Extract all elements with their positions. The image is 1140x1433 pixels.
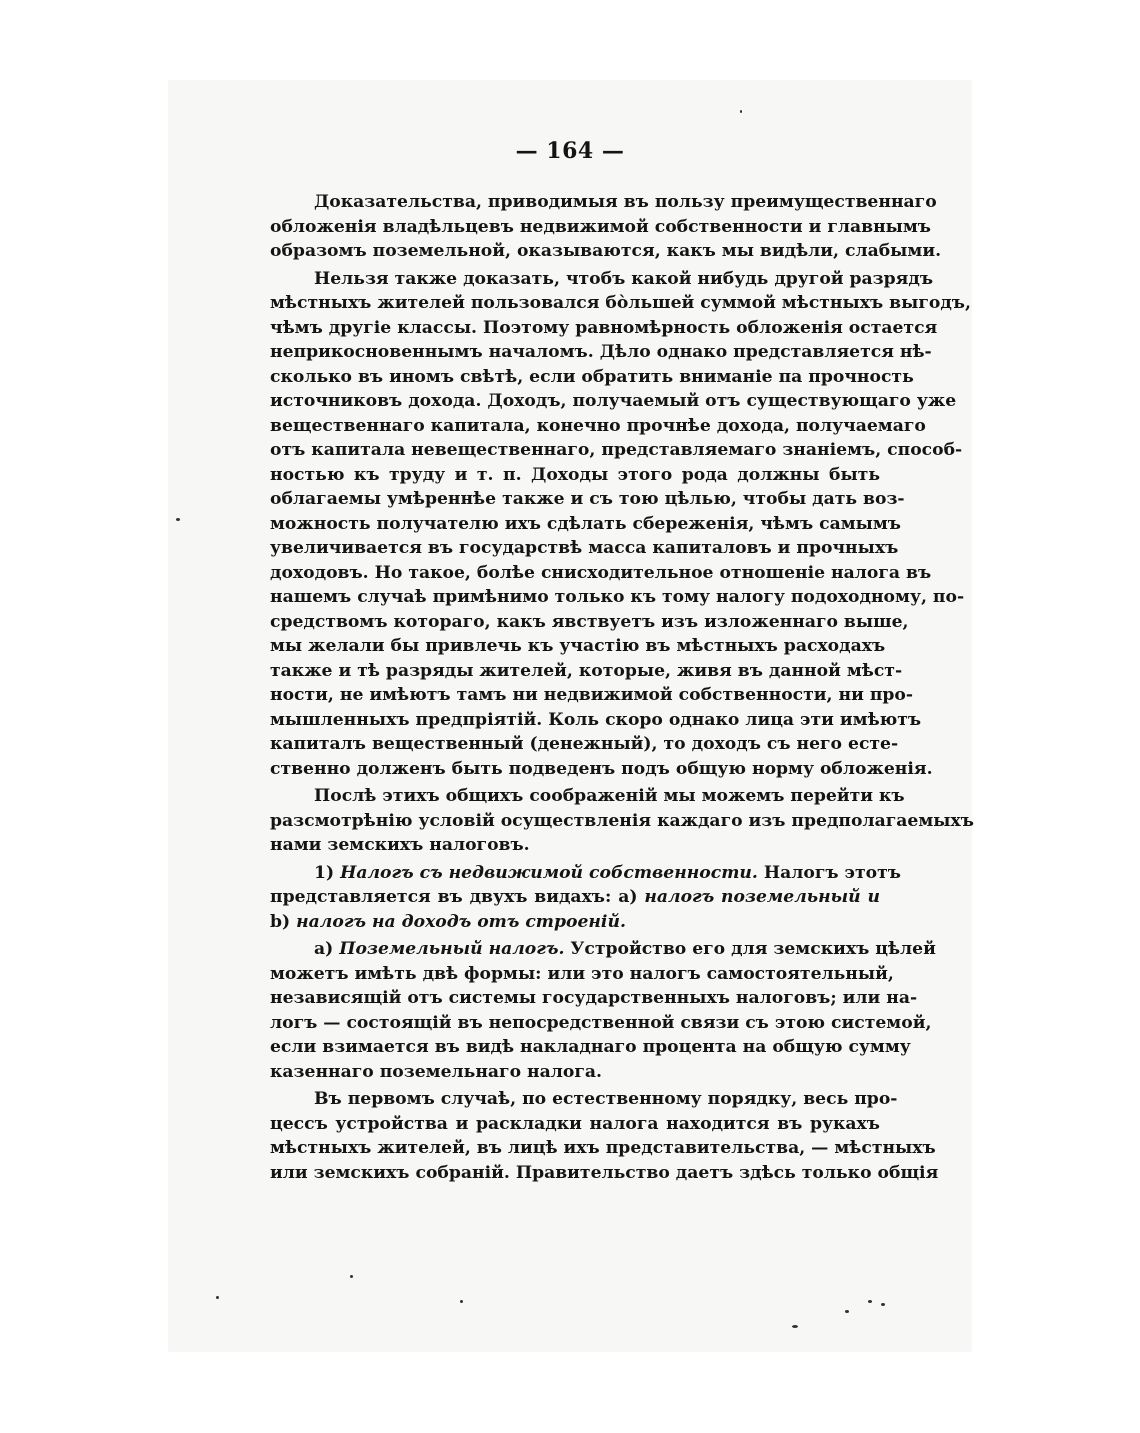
text-line: сколько въ иномъ свѣтѣ, если обратить вниманіе па прочность — [270, 366, 914, 387]
text-line: логъ — состоящій въ непосредственной связи съ этою системой, — [270, 1012, 932, 1033]
text-line: средствомъ котораго, какъ явствуетъ изъ изложеннаго выше, — [270, 611, 909, 632]
text-line: также и тѣ разряды жителей, которые, живя въ данной мѣст- — [270, 660, 903, 681]
text-line: увеличивается въ государствѣ масса капиталовъ и прочныхъ — [270, 538, 899, 558]
paragraph-6 — [270, 1087, 939, 1185]
text-line: мы желали бы привлечь къ участію въ мѣстныхъ расходахъ — [270, 636, 886, 656]
paragraph-5 — [270, 937, 936, 1084]
scan-speck — [216, 1296, 219, 1299]
text-line: ности, не имѣютъ тамъ ни недвижимой собственности, ни про- — [270, 685, 914, 705]
text-line: Послѣ этихъ общихъ соображеній мы можемъ перейти къ — [314, 786, 905, 806]
scan-speck — [792, 1325, 798, 1328]
text-line: мышленныхъ предпріятій. Коль скоро однако лица эти имѣютъ — [270, 709, 922, 730]
text-line: капиталъ вещественный (денежный), то доходъ съ него есте- — [270, 734, 899, 754]
text-line: казеннаго поземельнаго налога. — [270, 1061, 602, 1082]
scan-speck — [881, 1303, 885, 1306]
text-line: неприкосновеннымъ началомъ. Дѣло однако представляется нѣ- — [270, 342, 932, 362]
text-line: независящій отъ системы государственныхъ налоговъ; или на- — [270, 988, 918, 1008]
text-line: разсмотрѣнію условій осуществленія каждаго изъ предполагаемыхъ — [270, 810, 974, 831]
text-line: вещественнаго капитала, конечно прочнѣе дохода, получаемаго — [270, 415, 926, 436]
scan-speck — [845, 1310, 849, 1313]
text-line: ственно долженъ быть подведенъ подъ общую норму обложенія. — [270, 758, 933, 779]
scan-speck — [176, 518, 180, 521]
scan-speck — [868, 1300, 872, 1303]
text-line: можность получателю ихъ сдѣлать сбереженія, чѣмъ самымъ — [270, 513, 901, 534]
text-line: образомъ поземельной, оказываются, какъ мы видѣли, слабыми. — [270, 241, 942, 261]
text-line: доходовъ. Но такое, болѣе снисходительное отношеніе налога въ — [270, 562, 932, 583]
scan-speck — [350, 1275, 353, 1278]
text-line: обложенія владѣльцевъ недвижимой собственности и главнымъ — [270, 216, 931, 237]
paragraph-4 — [270, 861, 901, 935]
paragraph-3 — [270, 784, 974, 858]
text-line: представляется въ двухъ видахъ: a) налогъ поземельный и — [270, 887, 880, 907]
text-line: можетъ имѣть двѣ формы: или это налогъ самостоятельный, — [270, 963, 894, 984]
text-line: мѣстныхъ жителей, въ лицѣ ихъ представительства, — мѣстныхъ — [270, 1138, 936, 1158]
text-line: нашемъ случаѣ примѣнимо только къ тому налогу подоходному, по- — [270, 587, 965, 607]
text-line: Въ первомъ случаѣ, по естественному порядку, весь про- — [314, 1089, 898, 1109]
text-line: мѣстныхъ жителей пользовался бо̀льшей суммой мѣстныхъ выгодъ, — [270, 293, 971, 313]
text-line: 1) Налогъ съ недвижимой собственности. Налогъ этотъ — [314, 862, 901, 883]
text-line: чѣмъ другіе классы. Поэтому равномѣрность обложенія остается — [270, 317, 938, 338]
text-line: если взимается въ видѣ накладнаго процента на общую сумму — [270, 1037, 911, 1057]
scan-speck — [740, 110, 742, 113]
text-line: Нельзя также доказать, чтобъ какой нибудь другой разрядъ — [314, 268, 934, 289]
text-line: b) налогъ на доходъ отъ строеній. — [270, 911, 626, 932]
body-text — [270, 190, 974, 1188]
paragraph-1 — [270, 190, 942, 264]
scan-speck — [460, 1300, 463, 1303]
text-line: источниковъ дохода. Доходъ, получаемый отъ существующаго уже — [270, 391, 957, 411]
text-line: Доказательства, приводимыя въ пользу преимущественнаго — [314, 192, 937, 212]
text-line: нами земскихъ налоговъ. — [270, 835, 530, 855]
paragraph-2 — [270, 267, 971, 782]
text-line: цессъ устройства и раскладки налога находится въ рукахъ — [270, 1113, 880, 1134]
text-line: a) Поземельный налогъ. Устройство его для земскихъ цѣлей — [314, 939, 936, 959]
text-line: ностью къ труду и т. п. Доходы этого рода должны быть — [270, 464, 880, 485]
text-line: облагаемы умѣреннѣе также и съ тою цѣлью, чтобы дать воз- — [270, 489, 905, 509]
text-line: отъ капитала невещественнаго, представляемаго знаніемъ, способ- — [270, 440, 963, 460]
text-line: или земскихъ собраній. Правительство даетъ здѣсь только общія — [270, 1162, 939, 1183]
page-number: — 164 — — [515, 138, 625, 164]
